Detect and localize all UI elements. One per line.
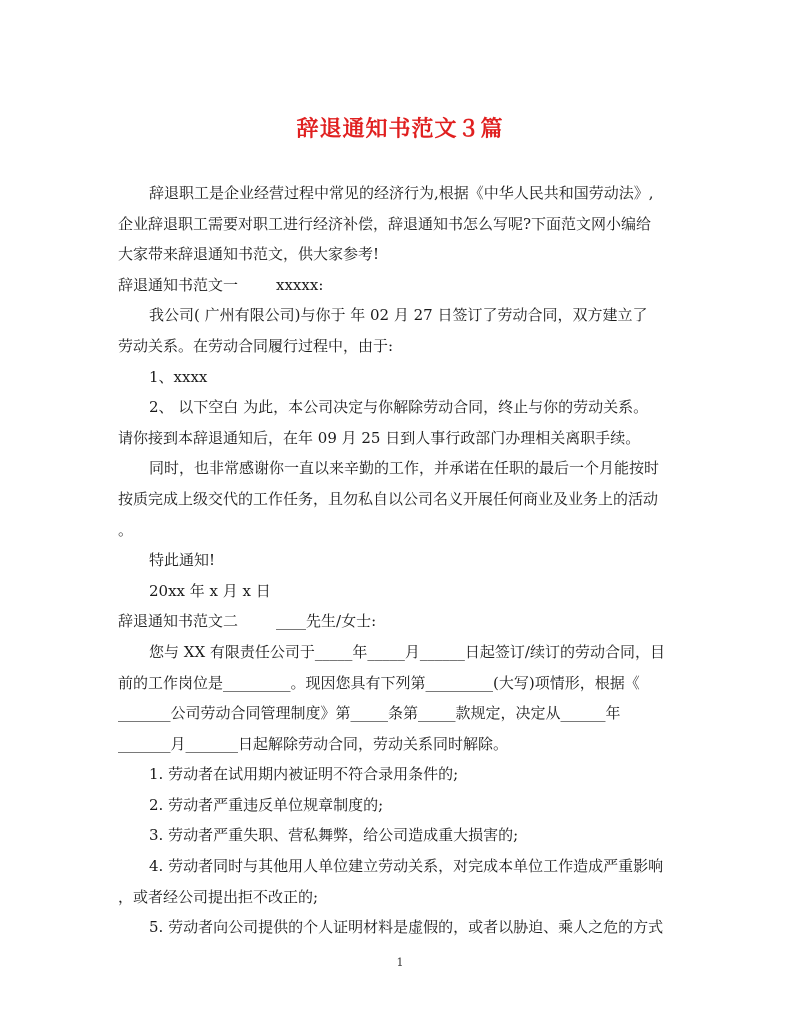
- letter-one-notice: 特此通知!: [149, 551, 216, 570]
- section-two-heading: [118, 606, 690, 637]
- document-body: [118, 178, 690, 943]
- section-one-addressee: xxxxx:: [276, 275, 324, 294]
- letter-one-line-2: 劳动关系。在劳动合同履行过程中，由于:: [118, 336, 394, 355]
- letter-one-line-7: 按质完成上级交代的工作任务，且勿私自以公司名义开展任何商业及业务上的活动: [118, 489, 659, 508]
- letter-two-line-3: _______公司劳动合同管理制度》第_____条第_____款规定，决定从______年: [118, 704, 621, 723]
- letter-one-line-6: 同时，也非常感谢你一直以来辛勤的工作，并承诺在任职的最后一个月能按时: [149, 459, 660, 478]
- section-two-addressee: ____先生/女士:: [276, 612, 377, 631]
- letter-one-line-5: 请你接到本辞退通知后，在年 09 月 25 日到人事行政部门办理相关离职手续。: [118, 428, 641, 447]
- section-one-heading: [118, 270, 690, 301]
- letter-two-line-4: _______月_______日起解除劳动合同，劳动关系同时解除。: [118, 734, 509, 753]
- letter-one-date: 20xx 年 x 月 x 日: [149, 581, 271, 600]
- document-title: 辞退通知书范文３篇: [296, 116, 504, 142]
- letter-two-line-2: 前的工作岗位是_________。现因您具有下列第_________(大写)项情形，根据《: [118, 673, 640, 692]
- intro-line-1: 辞退职工是企业经营过程中常见的经济行为,根据《中华人民共和国劳动法》,: [149, 184, 654, 202]
- list-item-3: 3. 劳动者严重失职、营私舞弊，给公司造成重大损害的;: [149, 826, 519, 845]
- letter-one-reason-2: 2、 以下空白 为此，本公司决定与你解除劳动合同，终止与你的劳动关系。: [149, 398, 649, 417]
- section-one-title: 辞退通知书范文一: [118, 275, 239, 294]
- intro-line-2: 企业辞退职工需要对职工进行经济补偿，辞退通知书怎么写呢?下面范文网小编给: [118, 214, 652, 233]
- letter-one-line-1: 我公司( 广州有限公司)与你于 年 02 月 27 日签订了劳动合同，双方建立了: [149, 306, 648, 325]
- section-two-title: 辞退通知书范文二: [118, 612, 239, 631]
- letter-one-reason-1: 1、xxxx: [149, 367, 208, 386]
- list-item-4: 4. 劳动者同时与其他用人单位建立劳动关系，对完成本单位工作造成严重影响: [149, 857, 664, 876]
- list-item-5: 5. 劳动者向公司提供的个人证明材料是虚假的，或者以胁迫、乘人之危的方式: [149, 918, 664, 937]
- list-item-2: 2. 劳动者严重违反单位规章制度的;: [149, 795, 384, 814]
- list-item-1: 1. 劳动者在试用期内被证明不符合录用条件的;: [149, 765, 459, 784]
- letter-two-line-1: 您与 XX 有限责任公司于_____年_____月______日起签订/续订的劳动合同，目: [149, 642, 665, 661]
- letter-one-line-8: 。: [118, 520, 134, 539]
- intro-line-3: 大家带来辞退通知书范文，供大家参考!: [118, 245, 380, 264]
- list-item-4-cont: ，或者经公司提出拒不改正的;: [118, 887, 319, 906]
- page-number: 1: [396, 956, 404, 969]
